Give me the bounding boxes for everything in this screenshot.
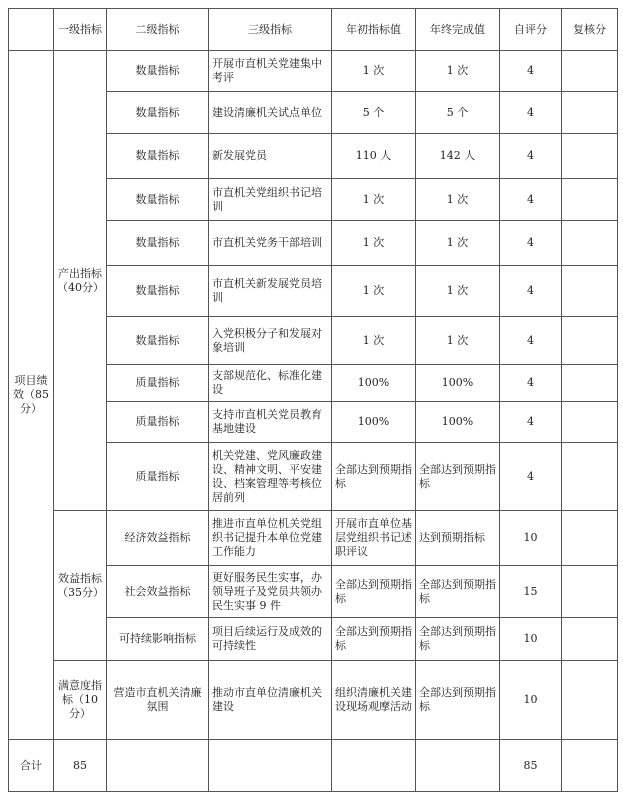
- self-score-cell: 4: [500, 365, 562, 402]
- final-value-cell: 全部达到预期指标: [416, 443, 500, 511]
- final-value-cell: 全部达到预期指标: [416, 618, 500, 661]
- level2-cell: 数量指标: [107, 92, 209, 134]
- self-score-cell: 4: [500, 51, 562, 92]
- level3-cell: 更好服务民生实事，办领导班子及党员共领办民生实事 9 件: [209, 566, 332, 618]
- output-indicator-label: 产出指标（40分）: [54, 51, 107, 511]
- total-blank-cell: [209, 740, 332, 792]
- final-value-cell: 1 次: [416, 51, 500, 92]
- final-value-cell: 100%: [416, 402, 500, 443]
- header-initial-target: 年初指标值: [332, 9, 416, 51]
- self-score-cell: 4: [500, 92, 562, 134]
- total-label: 合计: [9, 740, 54, 792]
- header-self-score: 自评分: [500, 9, 562, 51]
- review-score-cell: [562, 402, 618, 443]
- final-value-cell: 5 个: [416, 92, 500, 134]
- review-score-cell: [562, 365, 618, 402]
- self-score-cell: 10: [500, 618, 562, 661]
- review-score-cell: [562, 92, 618, 134]
- initial-value-cell: 组织清廉机关建设现场观摩活动: [332, 661, 416, 740]
- final-value-cell: 全部达到预期指标: [416, 566, 500, 618]
- level2-cell: 数量指标: [107, 317, 209, 365]
- level2-cell: 数量指标: [107, 221, 209, 266]
- final-value-cell: 1 次: [416, 179, 500, 221]
- initial-value-cell: 110 人: [332, 134, 416, 179]
- review-score-cell: [562, 221, 618, 266]
- final-value-cell: 全部达到预期指标: [416, 661, 500, 740]
- performance-table: [8, 8, 618, 792]
- review-score-cell: [562, 661, 618, 740]
- initial-value-cell: 5 个: [332, 92, 416, 134]
- level3-cell: 开展市直机关党建集中考评: [209, 51, 332, 92]
- self-score-cell: 4: [500, 266, 562, 317]
- level3-cell: 建设清廉机关试点单位: [209, 92, 332, 134]
- self-score-cell: 4: [500, 443, 562, 511]
- benefit-indicator-label: 效益指标（35分）: [54, 511, 107, 661]
- total-row: [9, 740, 618, 792]
- level2-cell: 经济效益指标: [107, 511, 209, 566]
- review-score-cell: [562, 443, 618, 511]
- table-row: [9, 51, 618, 92]
- initial-value-cell: 全部达到预期指标: [332, 443, 416, 511]
- initial-value-cell: 1 次: [332, 266, 416, 317]
- level3-cell: 新发展党员: [209, 134, 332, 179]
- initial-value-cell: 全部达到预期指标: [332, 618, 416, 661]
- level2-cell: 数量指标: [107, 134, 209, 179]
- level3-cell: 推动市直单位清廉机关建设: [209, 661, 332, 740]
- self-score-cell: 4: [500, 179, 562, 221]
- self-score-cell: 4: [500, 317, 562, 365]
- final-value-cell: 1 次: [416, 266, 500, 317]
- level2-cell: 质量指标: [107, 365, 209, 402]
- level3-cell: 机关党建、党风廉政建设、精神文明、平安建设、档案管理等考核位居前列: [209, 443, 332, 511]
- total-blank-cell: [562, 740, 618, 792]
- self-score-cell: 4: [500, 134, 562, 179]
- level3-cell: 市直机关党务干部培训: [209, 221, 332, 266]
- final-value-cell: 100%: [416, 365, 500, 402]
- initial-value-cell: 100%: [332, 402, 416, 443]
- self-score-cell: 4: [500, 402, 562, 443]
- header-row: [9, 9, 618, 51]
- table-row: [9, 661, 618, 740]
- level2-cell: 社会效益指标: [107, 566, 209, 618]
- final-value-cell: 142 人: [416, 134, 500, 179]
- review-score-cell: [562, 266, 618, 317]
- header-level3: 三级指标: [209, 9, 332, 51]
- level2-cell: 可持续影响指标: [107, 618, 209, 661]
- header-final-value: 年终完成值: [416, 9, 500, 51]
- level3-cell: 推进市直单位机关党组织书记提升本单位党建工作能力: [209, 511, 332, 566]
- total-blank-cell: [107, 740, 209, 792]
- final-value-cell: 1 次: [416, 317, 500, 365]
- self-score-cell: 15: [500, 566, 562, 618]
- final-value-cell: 达到预期指标: [416, 511, 500, 566]
- level3-cell: 入党积极分子和发展对象培训: [209, 317, 332, 365]
- level2-cell: 数量指标: [107, 179, 209, 221]
- satisfaction-indicator-label: 满意度指标（10分）: [54, 661, 107, 740]
- self-score-cell: 10: [500, 661, 562, 740]
- project-blank-cell: [9, 9, 54, 51]
- initial-value-cell: 1 次: [332, 179, 416, 221]
- initial-value-cell: 1 次: [332, 51, 416, 92]
- header-level2: 二级指标: [107, 9, 209, 51]
- total-blank-cell: [332, 740, 416, 792]
- review-score-cell: [562, 179, 618, 221]
- initial-value-cell: 1 次: [332, 221, 416, 266]
- level2-cell: 营造市直机关清廉氛围: [107, 661, 209, 740]
- total-self-score: 85: [500, 740, 562, 792]
- level3-cell: 支部规范化、标准化建设: [209, 365, 332, 402]
- review-score-cell: [562, 51, 618, 92]
- level2-cell: 质量指标: [107, 402, 209, 443]
- self-score-cell: 10: [500, 511, 562, 566]
- level2-cell: 数量指标: [107, 266, 209, 317]
- project-performance-label: 项目绩效（85分）: [9, 51, 54, 740]
- initial-value-cell: 100%: [332, 365, 416, 402]
- review-score-cell: [562, 618, 618, 661]
- review-score-cell: [562, 511, 618, 566]
- review-score-cell: [562, 317, 618, 365]
- review-score-cell: [562, 566, 618, 618]
- level3-cell: 项目后续运行及成效的可持续性: [209, 618, 332, 661]
- review-score-cell: [562, 134, 618, 179]
- header-level1: 一级指标: [54, 9, 107, 51]
- table-row: [9, 511, 618, 566]
- total-level1-score: 85: [54, 740, 107, 792]
- level2-cell: 质量指标: [107, 443, 209, 511]
- level3-cell: 市直机关党组织书记培训: [209, 179, 332, 221]
- self-score-cell: 4: [500, 221, 562, 266]
- final-value-cell: 1 次: [416, 221, 500, 266]
- initial-value-cell: 1 次: [332, 317, 416, 365]
- level3-cell: 市直机关新发展党员培训: [209, 266, 332, 317]
- total-blank-cell: [416, 740, 500, 792]
- header-review-score: 复核分: [562, 9, 618, 51]
- initial-value-cell: 开展市直单位基层党组织书记述职评议: [332, 511, 416, 566]
- initial-value-cell: 全部达到预期指标: [332, 566, 416, 618]
- level3-cell: 支持市直机关党员教育基地建设: [209, 402, 332, 443]
- level2-cell: 数量指标: [107, 51, 209, 92]
